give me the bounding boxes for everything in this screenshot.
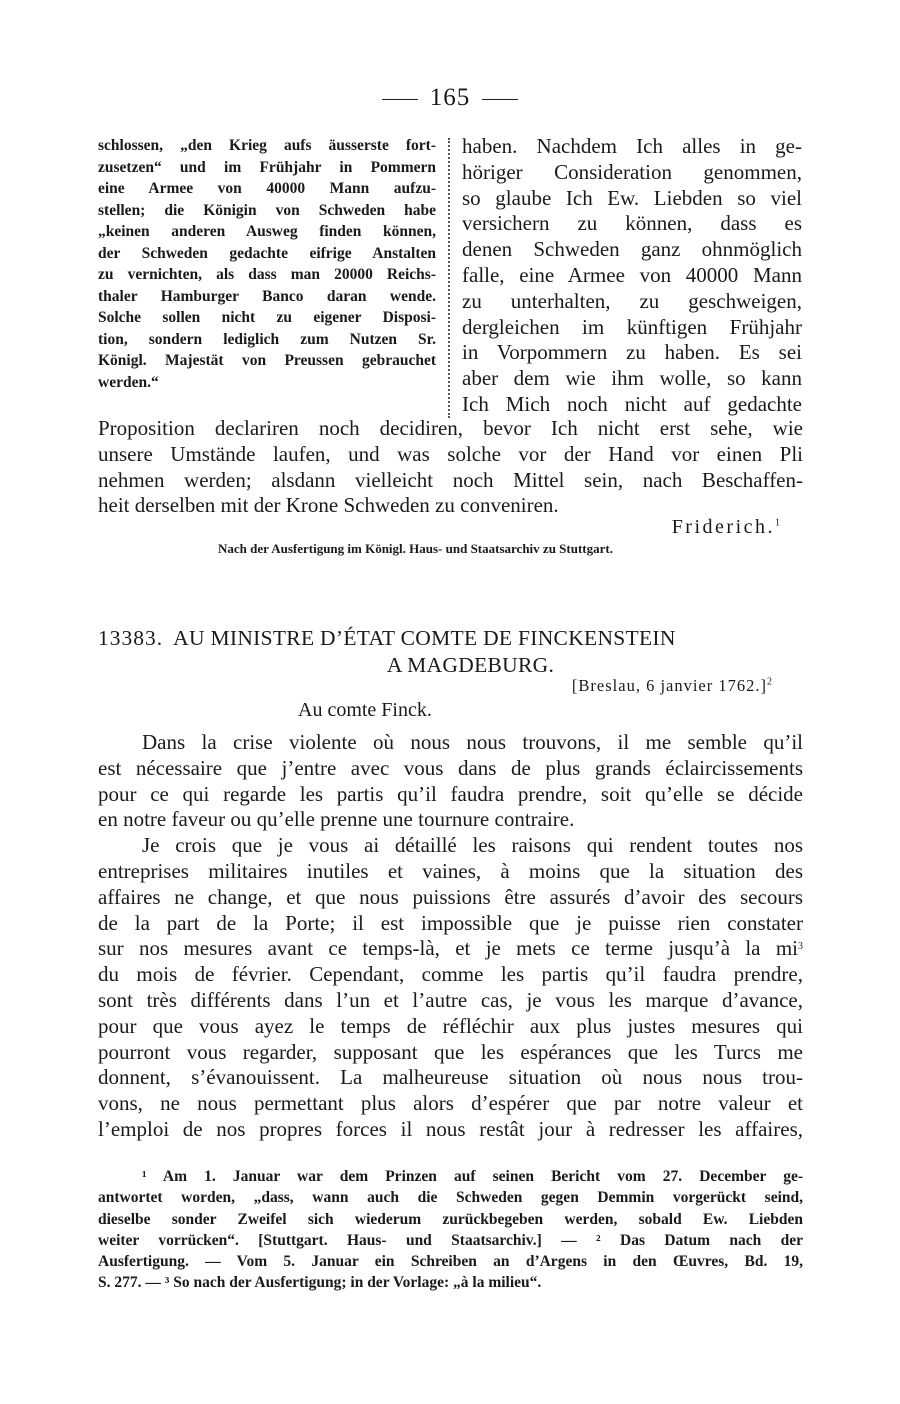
text-line: stellen; die Königin von Schweden habe (98, 201, 436, 219)
text-line: Dans la crise violente où nous nous trouvons, il me semble qu’il (142, 730, 803, 754)
text-line: Solche sollen nicht zu eigener Disposi- (98, 309, 436, 326)
page-number (0, 84, 900, 112)
salutation: Au comte Finck. (298, 699, 432, 721)
text-line: est nécessaire que j’entre avec vous dans de plus grands éclaircissements (98, 755, 803, 780)
letter-heading (98, 625, 803, 679)
footnote-line: Ausfertigung. — Vom 5. Januar ein Schreiben an d’Argens in den Œuvres, Bd. 19, (98, 1253, 803, 1271)
text-line: pourront vous regarder, supposant que les espérances que les Turcs me (98, 1039, 803, 1064)
footnote-line: weiter vorrücken“. [Stuttgart. Haus- und Staatsarchiv.] — ² Das Datum nach der (98, 1231, 803, 1249)
text-line: de la part de la Porte; il est impossible que je puisse rien constater (98, 910, 803, 935)
footnote-marker: 1 (775, 517, 780, 529)
text-line: donnent, s’évanouissent. La malheureuse situation où nous nous trou- (98, 1065, 803, 1090)
text-line: tion, sondern lediglich zum Nutzen Sr. (98, 330, 436, 348)
rule-right (482, 99, 518, 100)
footnote-line: S. 277. — ³ So nach der Ausfertigung; in der Vorlage: „à la milieu“. (98, 1274, 542, 1292)
column-divider (448, 138, 450, 418)
text-line: zu unterhalten, zu geschweigen, (462, 288, 802, 313)
left-column-quote (98, 135, 436, 393)
text-line: heit derselben mit der Krone Schweden zu conveniren. (98, 493, 559, 518)
text-line: eine Armee von 40000 Mann aufzu- (98, 180, 436, 197)
text-line: aber dem wie ihm wolle, so kann (462, 366, 802, 391)
letter-date (98, 676, 773, 696)
text-line: zu vernichten, als dass man 20000 Reichs- (98, 266, 436, 283)
text-line: en notre faveur ou qu’elle prenne une tournure contraire. (98, 807, 575, 832)
text-line: höriger Consideration genommen, (462, 159, 802, 184)
footnote-marker: 3 (798, 941, 803, 953)
text-line: in Vorpommern zu haben. Es sei (462, 340, 802, 365)
text-line: denen Schweden ganz ohnmöglich (462, 237, 802, 262)
text-line: pour que vous ayez le temps de réfléchir aux plus justes mesures qui (98, 1013, 803, 1038)
text-line: affaires ne change, et que nous puissions être assurés d’avoir des secours (98, 884, 803, 909)
heading-line-1 (98, 625, 803, 652)
line-text: sur nos mesures avant ce temps-là, et je mets ce terme jusqu’à la mi (98, 936, 798, 961)
text-line-with-note (98, 936, 803, 962)
text-line: Proposition declariren noch decidiren, bevor Ich nicht erst sehe, wie (98, 416, 803, 440)
source-note: Nach der Ausfertigung im Königl. Haus- und Staatsarchiv zu Stuttgart. (218, 541, 613, 556)
text-line: falle, eine Armee von 40000 Mann (462, 262, 802, 287)
text-line: haben. Nachdem Ich alles in ge- (462, 134, 802, 158)
text-line: schlossen, „den Krieg aufs äusserste fort- (98, 137, 436, 154)
text-line: l’emploi de nos propres forces il nous restât jour à redresser les affaires, (98, 1116, 803, 1141)
letter-number: 13383. (98, 626, 164, 650)
text-line: unsere Umstände laufen, und was solche vor der Hand vor einen Pli (98, 441, 803, 466)
footnotes (98, 1166, 803, 1294)
footnote-marker: 2 (767, 676, 773, 688)
text-line: entreprises militaires inutiles et vaines, à moins que la situation des (98, 858, 803, 883)
footnote-line: antwortet worden, „dass, wann auch die Schweden gegen Demmin vorgerückt seind, (98, 1189, 803, 1207)
text-line: nehmen werden; alsdann vielleicht noch Mittel sein, nach Beschaffen- (98, 467, 803, 492)
text-line: pour ce qui regarde les partis qu’il faudra prendre, soit qu’elle se décide (98, 781, 803, 806)
text-line: Königl. Majestät von Preussen gebrauchet (98, 352, 436, 369)
rule-left (382, 99, 418, 100)
text-line: Je crois que je vous ai détaillé les raisons qui rendent toutes nos (142, 833, 803, 858)
text-line: versichern zu können, dass es (462, 211, 802, 236)
text-line: so glaube Ich Ew. Liebden so viel (462, 185, 802, 210)
text-line: sont très différents dans l’un et l’autre cas, je vous les marque d’avance, (98, 987, 803, 1012)
text-line: der Schweden gedachte eifrige Anstalten (98, 244, 436, 262)
text-line: vons, ne nous permettant plus alors d’espérer que par notre valeur et (98, 1091, 803, 1116)
heading-line-2: A MAGDEBURG. (386, 653, 555, 677)
text-line: „keinen anderen Ausweg finden können, (98, 223, 436, 240)
footnote-line: dieselbe sonder Zweifel sich wiederum zurückbegeben werden, sobald Ew. Liebden (98, 1210, 803, 1228)
text-line: du mois de février. Cependant, comme les partis qu’il faudra prendre, (98, 962, 803, 987)
page-number-text: 165 (429, 84, 471, 111)
text-line: Ich Mich noch nicht auf gedachte (462, 391, 802, 416)
text-line: dergleichen im künftigen Frühjahr (462, 314, 802, 339)
text-line: thaler Hamburger Banco daran wende. (98, 287, 436, 305)
date-text: [Breslau, 6 janvier 1762.] (571, 676, 767, 695)
text-line: zusetzen“ und im Frühjahr in Pommern (98, 158, 436, 176)
text-line: werden.“ (98, 373, 159, 391)
signature-text: Friderich. (671, 516, 775, 538)
signature (98, 516, 780, 539)
footnote-line: ¹ Am 1. Januar war dem Prinzen auf seinen Bericht vom 27. December ge- (142, 1168, 803, 1185)
letter-body (98, 730, 803, 1143)
letter-continuation (98, 416, 803, 519)
heading-text: AU MINISTRE D’ÉTAT COMTE DE FINCKENSTEIN (173, 626, 676, 650)
right-column-letter (462, 134, 802, 418)
